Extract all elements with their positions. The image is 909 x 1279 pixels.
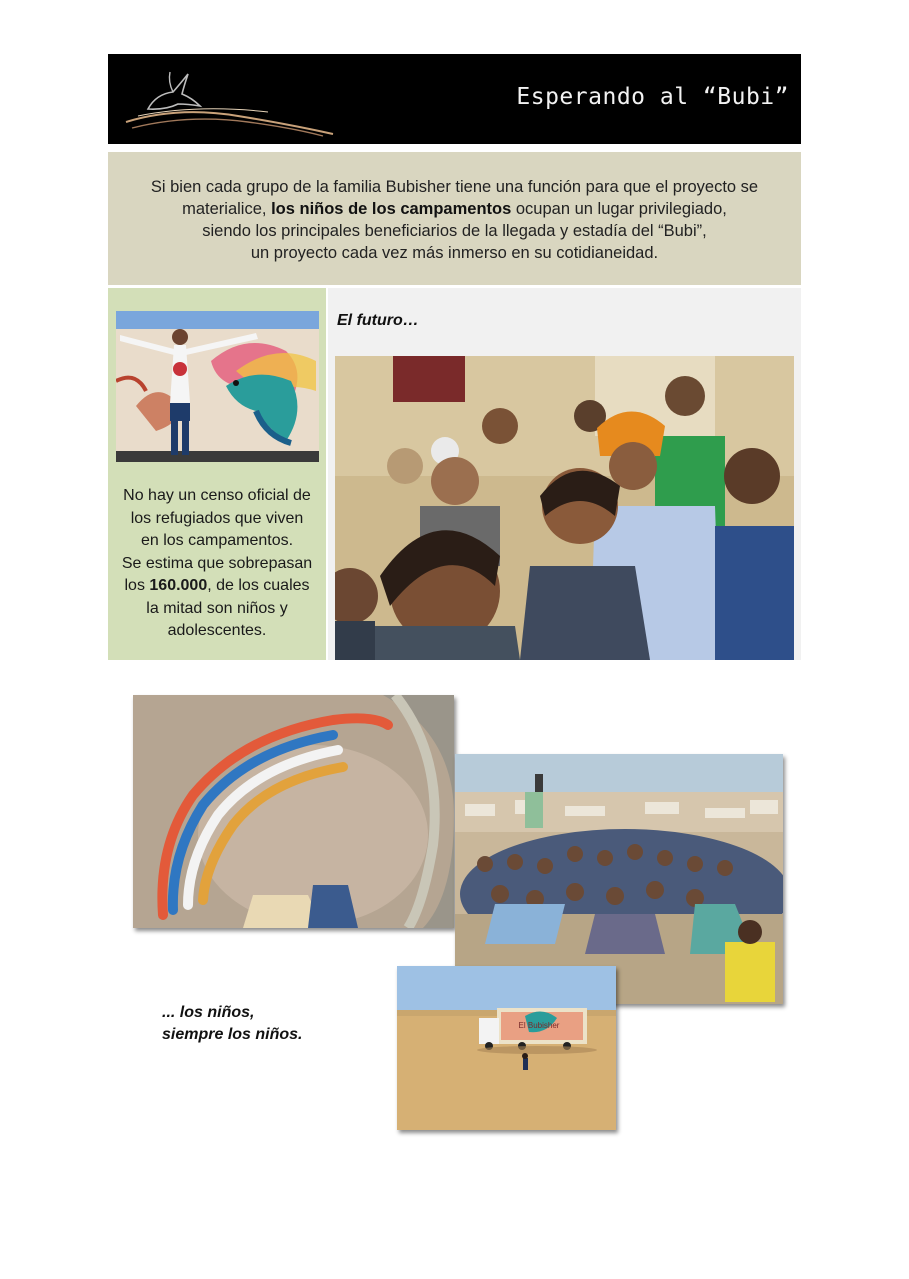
- girl-truck-photo: [116, 311, 319, 462]
- children-circle-photo: [133, 695, 454, 928]
- bird-logo-icon: [118, 64, 348, 139]
- intro-paragraph: [128, 176, 781, 264]
- header-banner: [108, 54, 801, 144]
- census-line-1: No hay un censo oficial de: [123, 487, 311, 504]
- census-line-5-post: , de los cuales: [207, 577, 310, 594]
- intro-line-2-bold: los niños de los campamentos: [271, 200, 512, 218]
- truck-lettering: El Bubisher: [518, 1021, 560, 1030]
- caption-line-2: siempre los niños.: [162, 1026, 303, 1043]
- future-heading: El futuro…: [337, 312, 419, 329]
- census-line-3: en los campamentos.: [140, 532, 294, 549]
- intro-line-2-pre: materialice,: [182, 200, 272, 218]
- collage-caption: [162, 1002, 302, 1046]
- intro-box: [108, 152, 801, 285]
- census-line-6: la mitad son niños y: [146, 599, 288, 617]
- census-number: 160.000: [149, 577, 208, 594]
- intro-line-2-post: ocupan un lugar privilegiado,: [511, 200, 727, 218]
- census-line-2: los refugiados que viven: [130, 509, 304, 527]
- page-title: Esperando al “Bubi”: [516, 84, 789, 110]
- caption-line-1: ... los niños,: [162, 1004, 255, 1021]
- children-crowd-photo: [335, 356, 794, 660]
- intro-line-1: Si bien cada grupo de la familia Bubisher tiene una función para que el proyecto se: [150, 178, 759, 196]
- census-line-5-pre: los: [124, 577, 150, 594]
- census-line-4: Se estima que sobrepasan: [121, 554, 313, 572]
- desert-truck-photo: [397, 966, 616, 1130]
- census-text: [108, 485, 326, 643]
- census-line-7: adolescentes.: [167, 622, 267, 639]
- intro-line-4: un proyecto cada vez más inmerso en su cotidianeidad.: [250, 244, 659, 262]
- intro-line-3: siendo los principales beneficiarios de la llegada y estadía del “Bubi”,: [202, 222, 707, 240]
